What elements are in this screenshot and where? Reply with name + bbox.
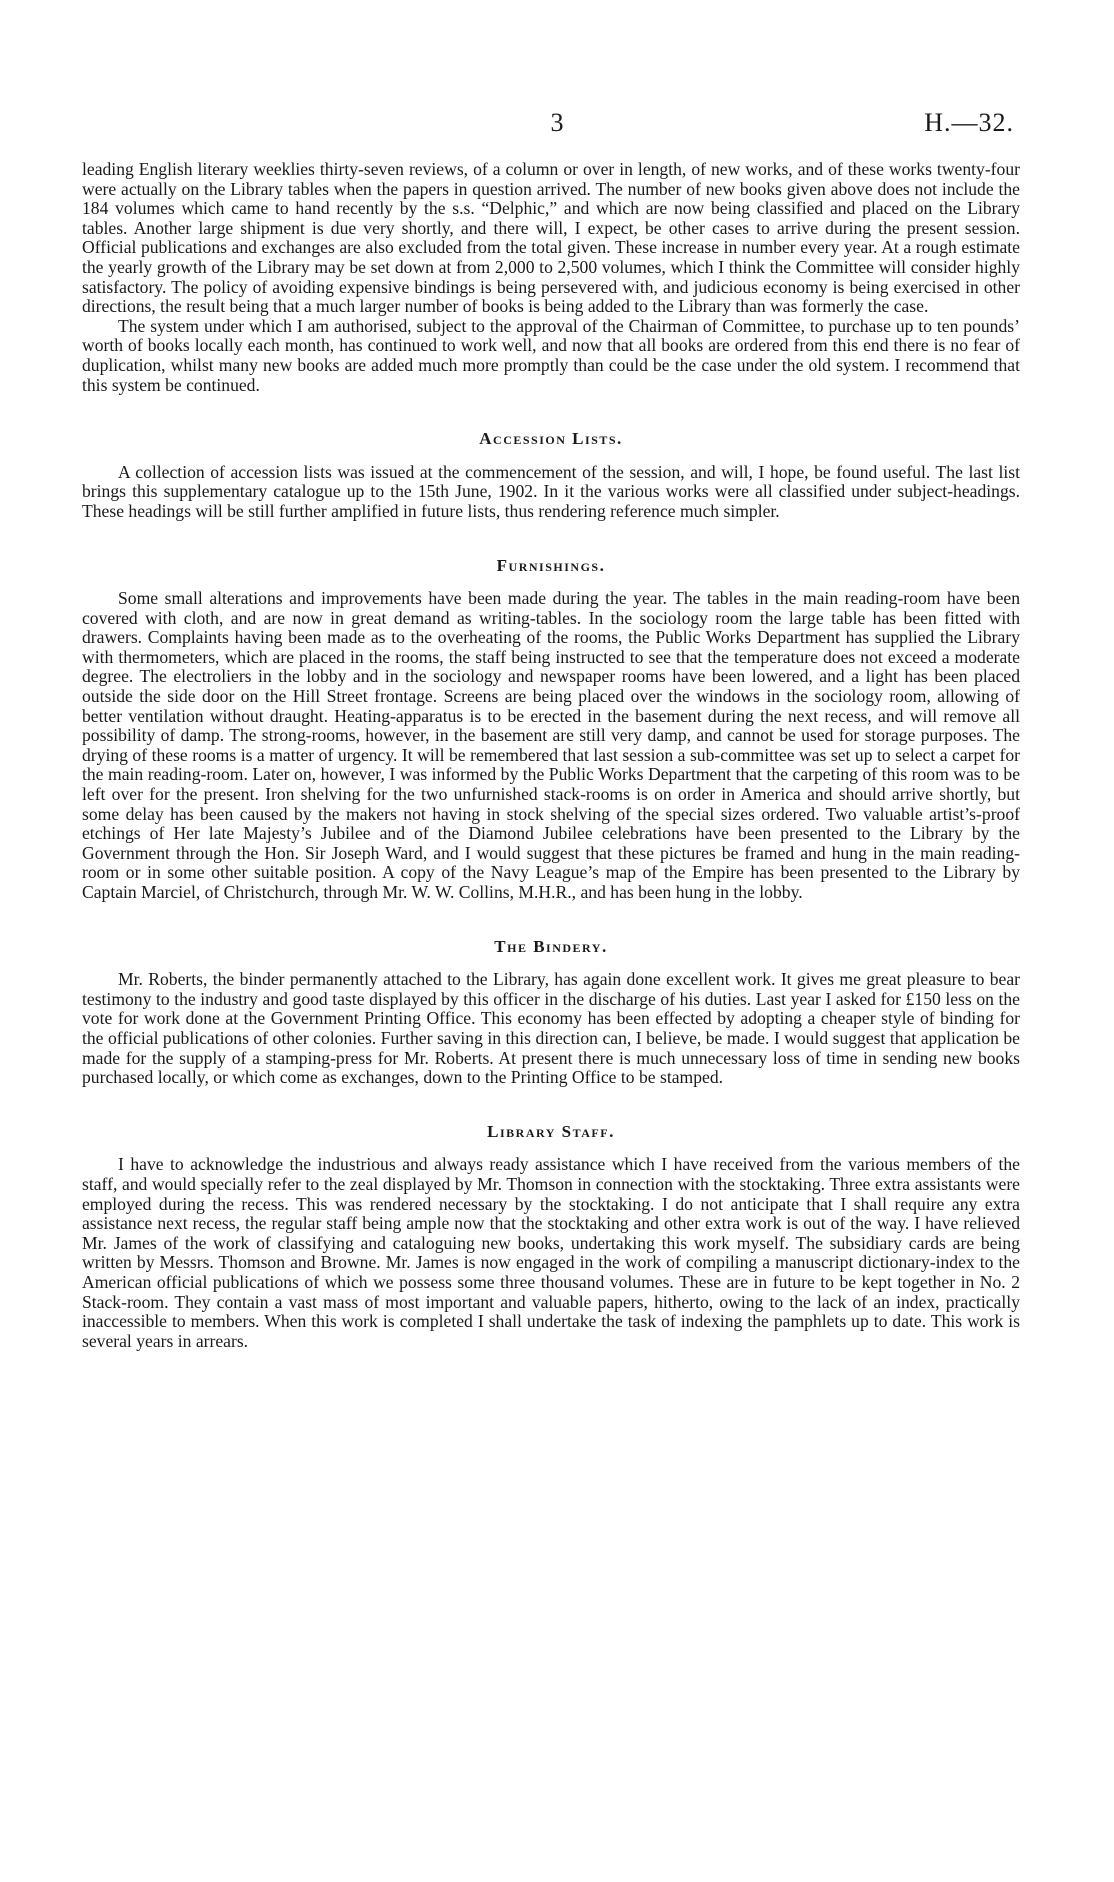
paragraph-bindery: Mr. Roberts, the binder permanently attached to the Library, has again done excellent work. It gives me great pleasure to bear testimony to the industry and good taste displayed by this officer in the discharge of his duties. Last year I asked for £150 less on the vote for work done at the Government Printing Office. This economy has been effected by adopting a cheaper style of binding for the official publications of other colonies. Further saving in this direction can, I believe, be made. I would suggest that application be made for the supply of a stamping-press for Mr. Roberts. At present there is much unnecessary loss of time in sending new books purchased locally, or which come as exchanges, down to the Printing Office to be stamped. [82,969,1020,1088]
page-header [0,108,1114,144]
section-title-library-staff: Library Staff. [487,1121,615,1141]
paragraph-furnishings: Some small alterations and improvements have been made during the year. The tables in the main reading-room have been covered with cloth, and are now in great demand as writing-tables. In the sociology room the large table has been fitted with drawers. Complaints having been made as to the overheating of the rooms, the Public Works Department has supplied the Library with thermometers, which are placed in the rooms, the staff being instructed to see that the temperature does not exceed a moderate degree. The electroliers in the lobby and in the sociology and newspaper rooms have been lowered, and a light has been placed outside the side door on the Hill Street frontage. Screens are being placed over the windows in the sociology room, allowing of better ventilation without draught. Heating-apparatus is to be erected in the basement during the next recess, and will remove all possibility of damp. The strong-rooms, however, in the basement are still very damp, and cannot be used for storage purposes. The drying of these rooms is a matter of urgency. It will be remembered that last session a sub-committee was set up to select a carpet for the main reading-room. Later on, however, I was informed by the Public Works Department that the carpeting of this room was to be left over for the present. Iron shelving for the two unfurnished stack-rooms is on order in America and should arrive shortly, but some delay has been caused by the makers not having in stock shelving of the special sizes ordered. Two valuable artist’s-proof etchings of Her late Majesty’s Jubilee and of the Diamond Jubilee celebrations have been presented to the Library by the Government through the Hon. Sir Joseph Ward, and I would suggest that these pictures be framed and hung in the main reading-room or in some other suitable position. A copy of the Navy League’s map of the Empire has been presented to the Library by Captain Marciel, of Christchurch, through Mr. W. W. Collins, M.H.R., and has been hung in the lobby. [82,588,1020,902]
section-title-bindery: The Bindery. [494,936,608,956]
paragraph-library-staff: I have to acknowledge the industrious and always ready assistance which I have received from the various members of the staff, and would specially refer to the zeal displayed by Mr. Thomson in connection with the stocktaking. Three extra assistants were employed during the recess. This was rendered necessary by the stocktaking. I do not anticipate that I shall require any extra assistance next recess, the regular staff being ample now that the stocktaking and other extra work is out of the way. I have relieved Mr. James of the work of classifying and cataloguing new books, undertaking this work myself. The subsidiary cards are being written by Messrs. Thomson and Browne. Mr. James is now engaged in the work of compiling a manuscript dictionary-index to the American official publications of which we possess some three thousand volumes. These are in future to be kept together in No. 2 Stack-room. They contain a vast mass of most important and valuable papers, hitherto, owing to the lack of an index, practically inaccessible to members. When this work is completed I shall undertake the task of indexing the pamphlets up to date. This work is several years in arrears. [82,1154,1020,1351]
paragraph-accession-lists: A collection of accession lists was issued at the commencement of the session, and will, I hope, be found useful. The last list brings this supplementary catalogue up to the 15th June, 1902. In it the various works were all classified under subject-headings. These headings will be still further amplified in future lists, thus rendering reference much simpler. [82,461,1020,521]
paragraph-purchasing-system: The system under which I am authorised, subject to the approval of the Chairman of Committee, to purchase up to ten pounds’ worth of books locally each month, has continued to work well, and now that all books are ordered from this end there is no fear of duplication, whilst many new books are added much more promptly than could be the case under the old system. I recommend that this system be continued. [82,315,1020,395]
paragraph-continued: leading English literary weeklies thirty-seven reviews, of a column or over in length, of new works, and of these works twenty-four were actually on the Library tables when the papers in question arrived. The number of new books given above does not include the 184 volumes which came to hand recently by the s.s. “Delphic,” and which are now being classified and placed on the Library tables. Another large shipment is due very shortly, and there will, I expect, be other cases to arrive during the present session. Official publications and exchanges are also excluded from the total given. These increase in number every year. At a rough estimate the yearly growth of the Library may be set down at from 2,000 to 2,500 volumes, which I think the Committee will consider highly satisfactory. The policy of avoiding expensive bindings is being persevered with, and judicious economy is being exercised in other directions, the result being that a much larger number of books is being added to the Library than was formerly the case. [82,159,1020,317]
page-body [82,160,1020,1351]
section-title-furnishings: Furnishings. [496,555,606,575]
page-number: 3 [550,108,564,137]
document-reference: H.—32. [924,108,1014,137]
section-title-accession-lists: Accession Lists. [479,429,623,449]
